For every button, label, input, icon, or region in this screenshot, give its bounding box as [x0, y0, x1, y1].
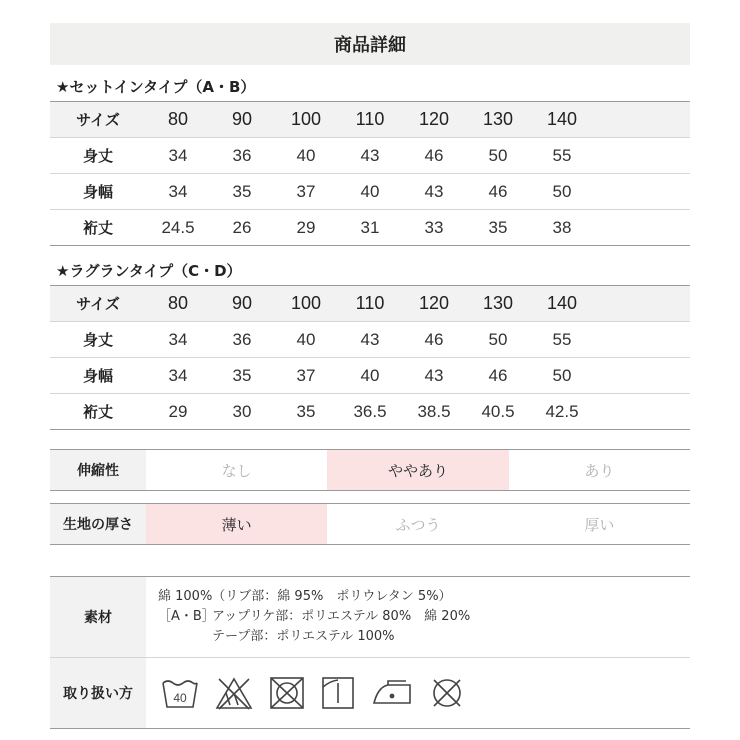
no-tumble-dry-icon	[268, 675, 306, 711]
size-cell: 100	[290, 109, 322, 129]
value-cell: 38.5	[417, 401, 451, 421]
value-cell: 31	[360, 217, 380, 237]
care-icons	[146, 658, 466, 728]
value-cell: 40	[296, 329, 316, 349]
table-row-size	[50, 286, 690, 321]
no-dry-clean-icon	[428, 675, 466, 711]
value-cell: 29	[296, 217, 316, 237]
raglan-size-table	[50, 285, 690, 430]
value-cell: 24.5	[161, 217, 195, 237]
value-cell: 46	[488, 181, 508, 201]
stretch-rating	[50, 449, 690, 491]
material-line-2-prefix: ［A・B］	[158, 609, 215, 624]
value-cell: 36	[232, 145, 252, 165]
set-in-heading: ★セットインタイプ（A・B）	[56, 78, 256, 96]
line-dry-icon	[320, 675, 356, 711]
value-cell: 37	[296, 365, 316, 385]
value-cell: 43	[424, 181, 444, 201]
thickness-option-normal: ふつう	[395, 515, 441, 534]
value-cell: 43	[424, 365, 444, 385]
size-cell: 90	[231, 293, 253, 313]
value-cell: 38	[552, 217, 572, 237]
value-cell: 50	[488, 329, 508, 349]
no-bleach-icon	[214, 675, 254, 711]
set-in-size-table	[50, 101, 690, 246]
care-row	[50, 657, 690, 728]
value-cell: 50	[488, 145, 508, 165]
value-cell: 30	[232, 401, 252, 421]
stretch-label: 伸縮性	[50, 450, 146, 490]
value-cell: 35	[232, 365, 252, 385]
value-cell: 40	[360, 181, 380, 201]
size-cell: 110	[355, 109, 385, 129]
value-cell: 43	[360, 329, 380, 349]
row-label: 身幅	[82, 367, 113, 385]
size-cell: 90	[231, 109, 253, 129]
value-cell: 35	[232, 181, 252, 201]
row-label: サイズ	[76, 111, 120, 129]
table-row-body-width	[50, 357, 690, 393]
size-cell: 80	[167, 293, 189, 313]
size-cell: 120	[418, 293, 450, 313]
value-cell: 34	[168, 365, 188, 385]
size-cell: 140	[546, 109, 578, 129]
size-cell: 130	[482, 293, 514, 313]
table-row-body-length	[50, 137, 690, 173]
value-cell: 35	[296, 401, 316, 421]
iron-low-icon	[370, 675, 414, 711]
size-cell: 100	[290, 293, 322, 313]
value-cell: 40	[296, 145, 316, 165]
row-label: サイズ	[76, 295, 120, 313]
row-label: 裄丈	[82, 219, 113, 237]
value-cell: 34	[168, 145, 188, 165]
row-label: 裄丈	[82, 403, 113, 421]
value-cell: 40.5	[481, 401, 515, 421]
row-label: 身丈	[82, 331, 113, 349]
table-row-sleeve-length	[50, 209, 690, 245]
material-line-2-text: アップリケ部：ポリエステル 80% 綿 20%	[212, 609, 471, 624]
table-row-body-length	[50, 321, 690, 357]
value-cell: 37	[296, 181, 316, 201]
value-cell: 55	[552, 329, 572, 349]
material-line-2	[158, 607, 470, 627]
stretch-option-none: なし	[221, 461, 252, 480]
table-row-sleeve-length	[50, 393, 690, 429]
material-row	[50, 577, 690, 657]
value-cell: 43	[360, 145, 380, 165]
material-content	[146, 577, 470, 657]
value-cell: 55	[552, 145, 572, 165]
table-row-size	[50, 102, 690, 137]
value-cell: 36	[232, 329, 252, 349]
wash-40-icon	[160, 675, 200, 711]
material-line-3-text: テープ部：ポリエステル 100%	[212, 629, 395, 644]
thickness-label: 生地の厚さ	[50, 504, 146, 544]
value-cell: 35	[488, 217, 508, 237]
raglan-heading: ★ラグランタイプ（C・D）	[56, 262, 242, 280]
material-label: 素材	[50, 577, 146, 657]
value-cell: 26	[232, 217, 252, 237]
thickness-option-thick: 厚い	[584, 515, 615, 534]
stretch-option-yes: あり	[584, 461, 615, 480]
size-cell: 120	[418, 109, 450, 129]
value-cell: 40	[360, 365, 380, 385]
material-line-1: 綿 100%（リブ部：綿 95% ポリウレタン 5%）	[158, 589, 452, 604]
row-label: 身丈	[82, 147, 113, 165]
size-cell: 80	[167, 109, 189, 129]
size-cell: 140	[546, 293, 578, 313]
wash-temperature: 40	[173, 691, 187, 705]
value-cell: 29	[168, 401, 188, 421]
row-label: 身幅	[82, 183, 113, 201]
value-cell: 33	[424, 217, 444, 237]
value-cell: 36.5	[353, 401, 387, 421]
size-cell: 130	[482, 109, 514, 129]
value-cell: 34	[168, 329, 188, 349]
value-cell: 50	[552, 181, 572, 201]
material-care-table	[50, 576, 690, 729]
thickness-rating	[50, 503, 690, 545]
care-label: 取り扱い方	[50, 658, 146, 728]
size-cell: 110	[355, 293, 385, 313]
value-cell: 50	[552, 365, 572, 385]
thickness-option-thin: 薄い	[146, 504, 327, 544]
value-cell: 42.5	[545, 401, 579, 421]
page-title: 商品詳細	[50, 23, 690, 65]
value-cell: 46	[424, 145, 444, 165]
material-line-3	[158, 627, 470, 647]
table-row-body-width	[50, 173, 690, 209]
value-cell: 34	[168, 181, 188, 201]
stretch-option-some: ややあり	[327, 450, 508, 490]
value-cell: 46	[424, 329, 444, 349]
value-cell: 46	[488, 365, 508, 385]
